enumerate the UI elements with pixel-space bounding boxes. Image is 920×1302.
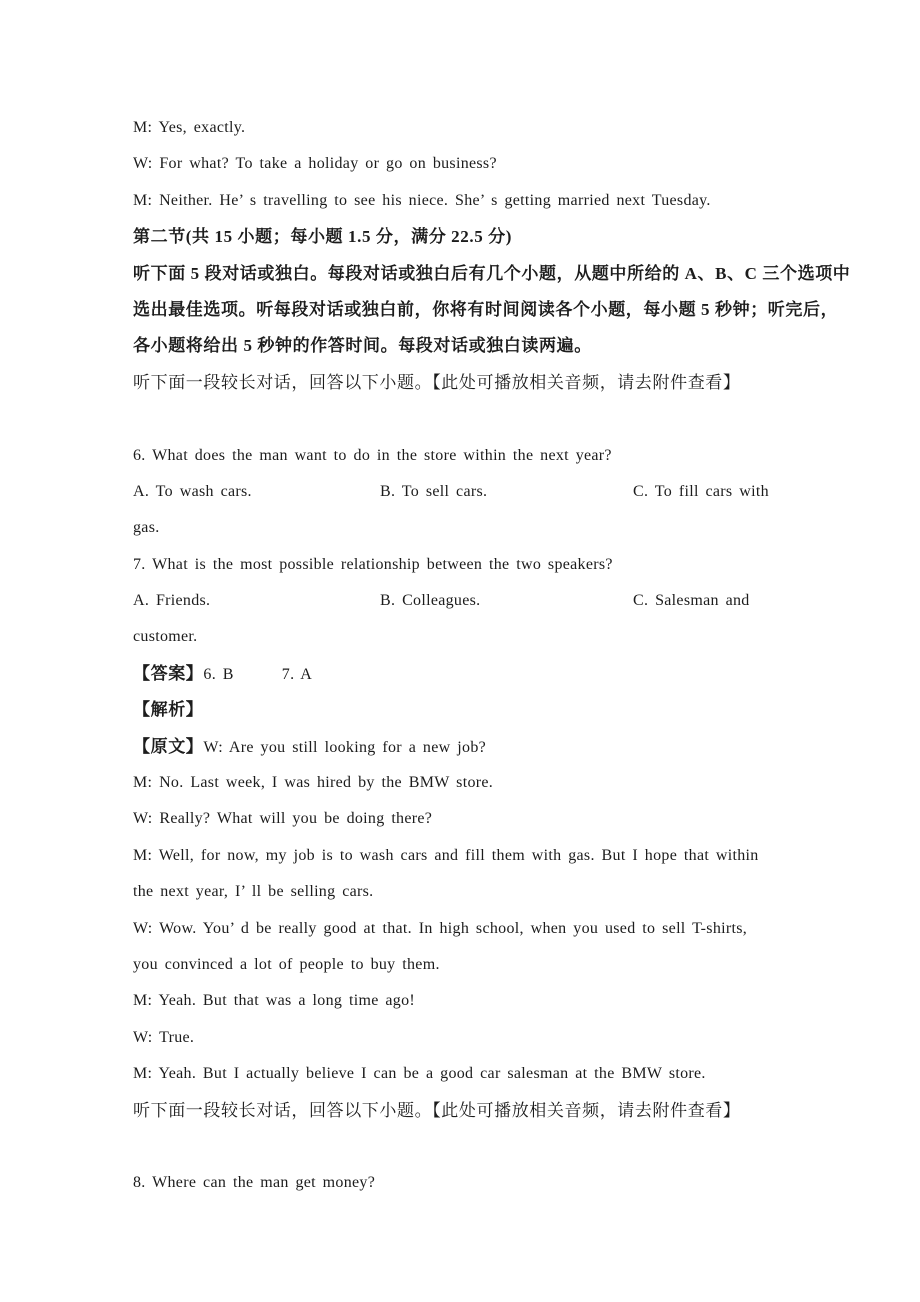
dialogue-line: M: Neither. He’ s travelling to see his niece. She’ s getting married next Tuesday. bbox=[133, 191, 711, 209]
answer-q6: 6. B bbox=[203, 665, 234, 683]
question-7-option-a: A. Friends. bbox=[133, 592, 211, 610]
transcript-line: M: Well, for now, my job is to wash cars and fill them with gas. But I hope that within bbox=[133, 846, 759, 864]
instruction-line: 选出最佳选项。听每段对话或独白前，你将有时间阅读各个小题，每小题 5 秒钟；听完后， bbox=[133, 299, 839, 319]
document-content bbox=[133, 110, 851, 1202]
analysis-label: 【解析】 bbox=[133, 700, 204, 720]
question-8-stem: 8. Where can the man get money? bbox=[133, 1174, 376, 1192]
question-6-option-b: B. To sell cars. bbox=[380, 482, 488, 500]
question-6-option-a: A. To wash cars. bbox=[133, 482, 252, 500]
listening-prompt: 听下面一段较长对话，回答以下小题。【此处可播放相关音频，请去附件查看】 bbox=[133, 372, 741, 392]
question-7-options bbox=[133, 583, 803, 619]
section-heading: 第二节(共 15 小题；每小题 1.5 分，满分 22.5 分) bbox=[133, 227, 513, 247]
listening-prompt-2: 听下面一段较长对话，回答以下小题。【此处可播放相关音频，请去附件查看】 bbox=[133, 1100, 741, 1120]
answer-line bbox=[133, 656, 803, 692]
question-6-stem: 6. What does the man want to do in the store within the next year? bbox=[133, 446, 612, 464]
dialogue-line: W: For what? To take a holiday or go on business? bbox=[133, 155, 497, 173]
dialogue-line: M: Yes, exactly. bbox=[133, 119, 246, 136]
question-6-option-c-wrap: gas. bbox=[133, 519, 160, 537]
transcript-text: W: Are you still looking for a new job? bbox=[203, 738, 487, 756]
spacer bbox=[133, 401, 803, 437]
transcript-line: the next year, I’ ll be selling cars. bbox=[133, 883, 374, 901]
transcript-line: M: Yeah. But I actually believe I can be a good car salesman at the BMW store. bbox=[133, 1065, 706, 1083]
spacer bbox=[133, 1129, 803, 1165]
transcript-first-line bbox=[133, 729, 803, 765]
instruction-line: 各小题将给出 5 秒钟的作答时间。每段对话或独白读两遍。 bbox=[133, 336, 592, 356]
transcript-line: W: Wow. You’ d be really good at that. In high school, when you used to sell T-shirts, bbox=[133, 919, 748, 937]
analysis-line bbox=[133, 692, 803, 728]
transcript-line: M: No. Last week, I was hired by the BMW store. bbox=[133, 774, 494, 792]
question-7-stem: 7. What is the most possible relationship between the two speakers? bbox=[133, 555, 613, 573]
answer-label: 【答案】 bbox=[133, 663, 204, 683]
question-7-option-c-wrap: customer. bbox=[133, 628, 198, 646]
instruction-line: 听下面 5 段对话或独白。每段对话或独白后有几个小题，从题中所给的 A、B、C 三个选项中 bbox=[133, 263, 851, 283]
question-7-option-b: B. Colleagues. bbox=[380, 592, 481, 610]
question-6-options bbox=[133, 474, 803, 510]
question-7-option-c: C. Salesman and bbox=[633, 592, 750, 610]
transcript-line: W: True. bbox=[133, 1028, 195, 1046]
question-6-option-c: C. To fill cars with bbox=[633, 482, 769, 500]
transcript-line: M: Yeah. But that was a long time ago! bbox=[133, 992, 416, 1010]
transcript-line: W: Really? What will you be doing there? bbox=[133, 810, 433, 828]
transcript-label: 【原文】 bbox=[133, 736, 204, 756]
transcript-line: you convinced a lot of people to buy them. bbox=[133, 955, 440, 973]
answer-q7: 7. A bbox=[281, 665, 313, 683]
